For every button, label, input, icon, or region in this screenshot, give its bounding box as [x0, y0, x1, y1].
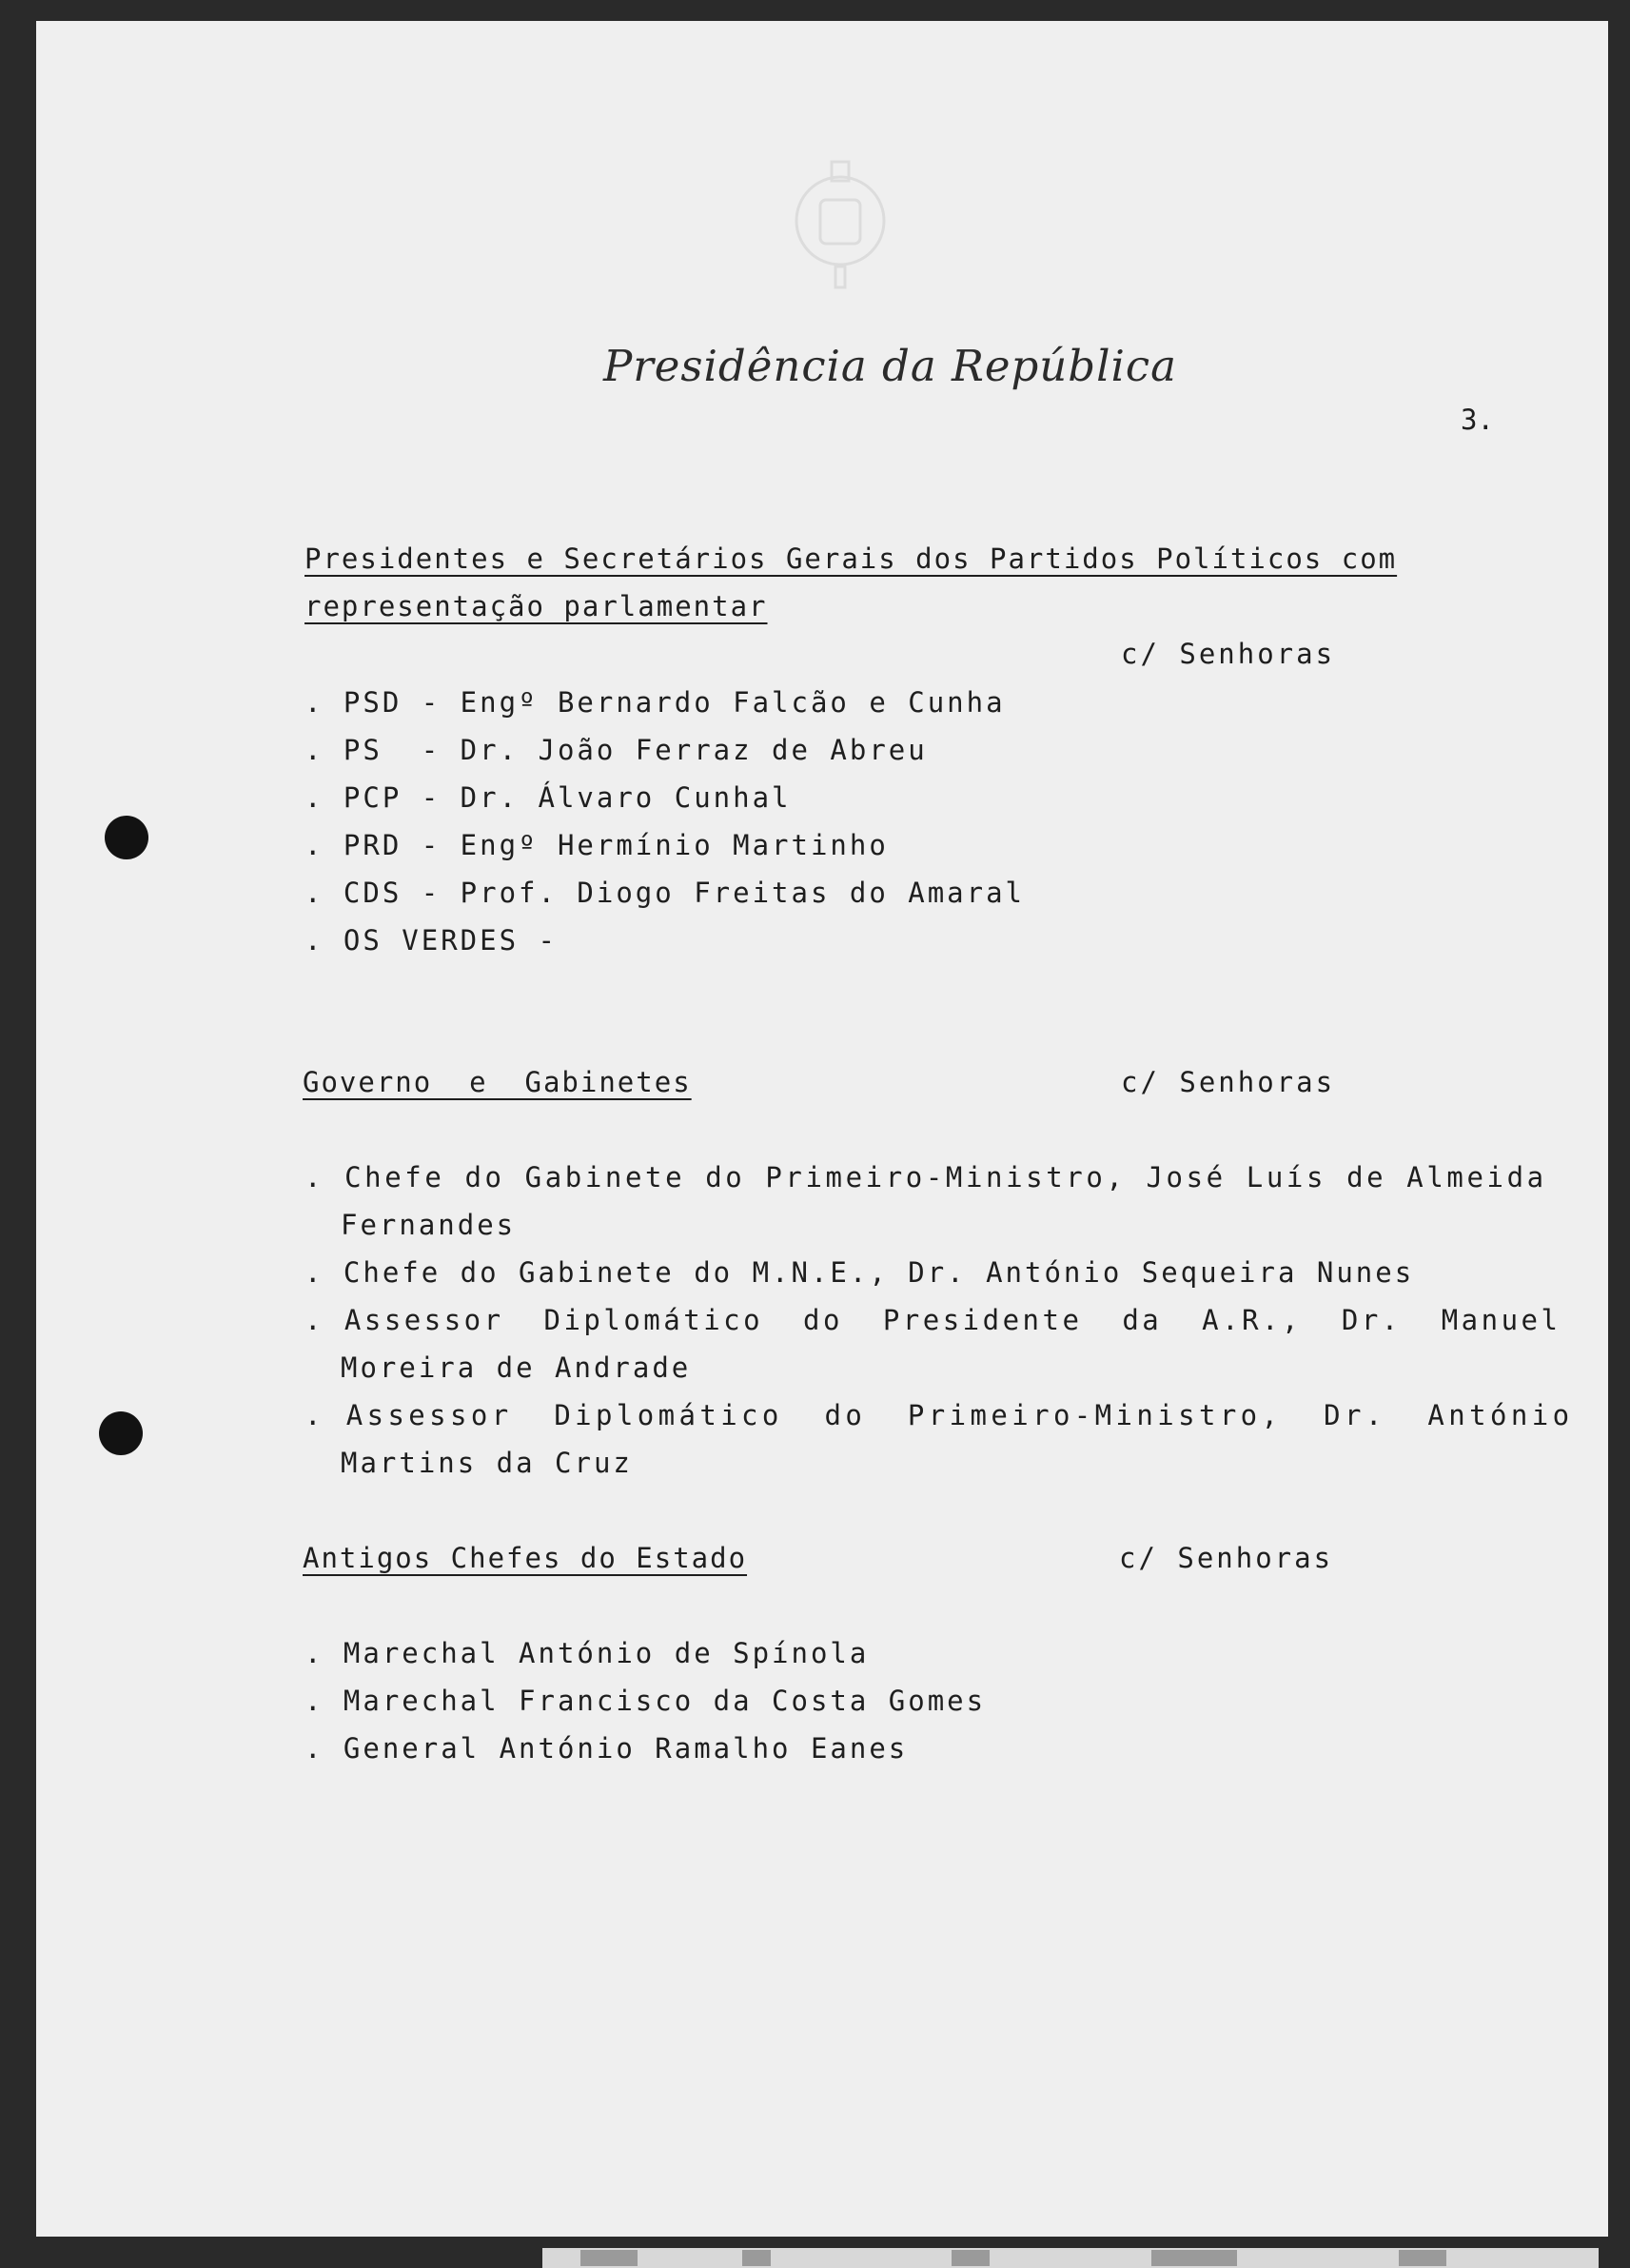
- list-item-continuation: Moreira de Andrade: [341, 1351, 692, 1384]
- list-item: . Marechal Francisco da Costa Gomes: [304, 1685, 987, 1717]
- list-item: . PCP - Dr. Álvaro Cunhal: [304, 781, 792, 814]
- list-item-continuation: Fernandes: [341, 1209, 517, 1241]
- section-note-governo: c/ Senhoras: [1121, 1066, 1336, 1098]
- list-item: . Chefe do Gabinete do Primeiro-Ministro, José Luís de Almeida: [304, 1161, 1547, 1193]
- list-item: . General António Ramalho Eanes: [304, 1732, 909, 1765]
- list-item: . OS VERDES -: [304, 924, 558, 957]
- list-item-continuation: Martins da Cruz: [341, 1447, 633, 1479]
- list-item: . PRD - Engº Hermínio Martinho: [304, 829, 889, 861]
- list-item: . Marechal António de Spínola: [304, 1637, 870, 1669]
- section-heading-antigos: Antigos Chefes do Estado: [303, 1542, 748, 1574]
- scan-color-bar: [542, 2248, 1599, 2268]
- list-item: . PSD - Engº Bernardo Falcão e Cunha: [304, 686, 1006, 719]
- punch-hole: [105, 816, 148, 859]
- letterhead-title: Presidência da República: [603, 341, 1177, 391]
- list-item: . PS - Dr. João Ferraz de Abreu: [304, 734, 928, 766]
- list-item: . Assessor Diplomático do Presidente da A.R., Dr. Manuel: [304, 1304, 1561, 1336]
- section-note-antigos: c/ Senhoras: [1119, 1542, 1334, 1574]
- document-page: [36, 21, 1608, 2237]
- list-item: . CDS - Prof. Diogo Freitas do Amaral: [304, 877, 1026, 909]
- section-note-partidos: c/ Senhoras: [1121, 638, 1336, 670]
- section-heading-partidos-line1: Presidentes e Secretários Gerais dos Partidos Políticos com: [304, 542, 1398, 575]
- list-item: . Assessor Diplomático do Primeiro-Ministro, Dr. António: [304, 1399, 1574, 1431]
- list-item: . Chefe do Gabinete do M.N.E., Dr. António Sequeira Nunes: [304, 1256, 1415, 1289]
- section-heading-governo: Governo e Gabinetes: [303, 1066, 692, 1098]
- punch-hole: [99, 1411, 143, 1455]
- section-heading-partidos-line2: representação parlamentar: [304, 590, 768, 622]
- page-number: 3.: [1461, 404, 1494, 436]
- coat-of-arms-emblem: [784, 154, 896, 295]
